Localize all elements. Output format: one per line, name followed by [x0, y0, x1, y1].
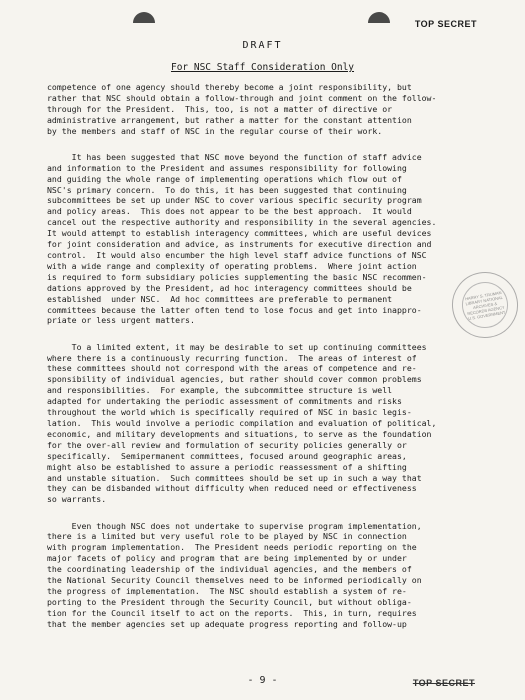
text-line: control. It would also encumber the high level staff advice functions of NSC: [47, 249, 427, 260]
text-line: established under NSC. Ad hoc committees are preferable to permanent: [47, 293, 393, 304]
text-line: administrative arrangement, but rather a matter for the constant attention: [47, 114, 412, 125]
text-line: is required to form subsidiary policies supplementing the basic NSC recommen-: [47, 271, 427, 282]
text-line: that the member agencies set up adequate progress reporting and follow-up: [47, 618, 407, 629]
text-line: and responsibilities. For example, the subcommittee structure is well: [47, 385, 393, 396]
text-line: with program implementation. The President needs periodic reporting on the: [47, 542, 417, 553]
text-line: cancel out the respective authority and responsibility in the several agencies.: [47, 217, 437, 228]
subtitle: For NSC Staff Consideration Only: [170, 62, 355, 73]
document-body: [47, 82, 485, 645]
text-line: with a wide range and complexity of operating problems. Where joint action: [47, 260, 417, 271]
text-line: lation. This would involve a periodic compilation and evaluation of political,: [47, 417, 437, 428]
punch-hole-right: [368, 12, 390, 34]
text-line: porting to the President through the Security Council, but without obliga-: [47, 596, 412, 607]
text-line: so warrants.: [47, 494, 107, 505]
text-line: there is a limited but very useful role to be played by NSC in connection: [47, 531, 407, 542]
text-line: and guiding the whole range of implementing operations which flow out of: [47, 173, 402, 184]
paragraph: [47, 342, 485, 506]
text-line: and unstable situation. Such committees should be set up in such a way that: [47, 472, 422, 483]
text-line: and information to the President and assumes responsibility for following: [47, 162, 407, 173]
text-line: these committees should not correspond with the areas of competence and re-: [47, 363, 417, 374]
paragraph: [47, 82, 485, 137]
text-line: It would attempt to establish interagency committees, which are useful devices: [47, 228, 432, 239]
text-line: economic, and military developments and situations, to serve as the foundation: [47, 428, 432, 439]
punch-hole-left: [133, 12, 155, 34]
text-line: for joint consideration and advice, as instruments for executive direction and: [47, 239, 432, 250]
text-line: specifically. Semipermanent committees, focused around geographic areas,: [47, 450, 407, 461]
text-line: To a limited extent, it may be desirable to set up continuing committees: [47, 341, 427, 352]
text-line: tion for the Council itself to act on the reports. This, in turn, requires: [47, 607, 417, 618]
text-line: for the over-all review and formulation of security policies generally or: [47, 439, 407, 450]
text-line: the National Security Council themselves need to be informed periodically on: [47, 575, 422, 586]
text-line: Even though NSC does not undertake to supervise program implementation,: [47, 520, 422, 531]
text-line: dations approved by the President, ad hoc interagency committees should be: [47, 282, 412, 293]
text-line: by the members and staff of NSC in the regular course of their work.: [47, 125, 383, 136]
text-line: throughout the world which is specifically required of NSC in basic legis-: [47, 407, 412, 418]
classification-top: TOP SECRET: [414, 19, 477, 29]
text-line: through for the President. This, too, is not a matter of directive or: [47, 103, 393, 114]
text-line: major facets of policy and program that are being implemented by or under: [47, 553, 407, 564]
text-line: committees because the latter often tend to lose focus and get into inappro-: [47, 304, 422, 315]
paragraph: [47, 521, 485, 630]
text-line: subcommittees be set up under NSC to cover various specific security program: [47, 195, 422, 206]
text-line: rather that NSC should obtain a follow-through and joint comment on the follow-: [47, 92, 437, 103]
text-line: NSC's primary concern. To do this, it has been suggested that continuing: [47, 184, 407, 195]
draft-heading: DRAFT: [242, 40, 283, 51]
text-line: priate or less urgent matters.: [47, 315, 195, 326]
text-line: It has been suggested that NSC move beyond the function of staff advice: [47, 151, 422, 162]
text-line: they can be disbanded without difficulty when reduced need or effectiveness: [47, 483, 417, 494]
classification-bottom: TOP SECRET: [412, 678, 475, 688]
text-line: adapted for undertaking the periodic assessment of commitments and risks: [47, 396, 402, 407]
text-line: might also be established to assure a periodic reassessment of a shifting: [47, 461, 407, 472]
text-line: the progress of implementation. The NSC should establish a system of re-: [47, 585, 407, 596]
text-line: and policy areas. This does not appear to be the best approach. It would: [47, 206, 412, 217]
text-line: competence of one agency should thereby become a joint responsibility, but: [47, 82, 412, 92]
text-line: sponsibility of individual agencies, but rather should cover common problems: [47, 374, 422, 385]
text-line: the coordinating leadership of the individual agencies, and the members of: [47, 564, 412, 575]
paragraph: [47, 152, 485, 327]
stamp-text: HARRY S. TRUMAN LIBRARY NATIONAL ARCHIVES & RECORDS AGENCY U.S. GOVERNMENT: [464, 289, 506, 321]
page-number: - 9 -: [247, 675, 278, 686]
text-line: where there is a continuously recurring function. The areas of interest of: [47, 352, 417, 363]
